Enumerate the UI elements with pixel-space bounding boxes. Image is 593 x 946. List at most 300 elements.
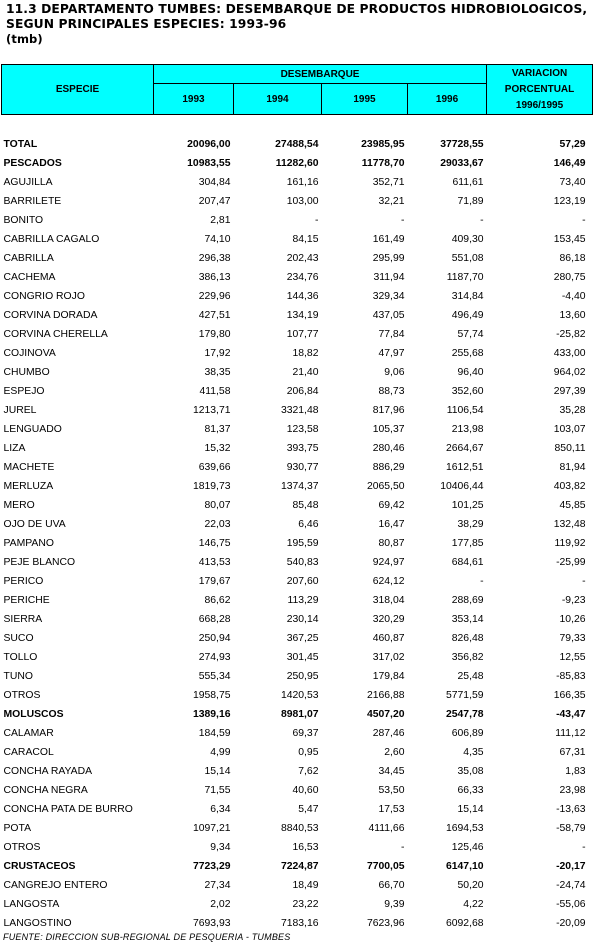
table-row bbox=[2, 572, 593, 591]
value-1995: 88,73 bbox=[378, 386, 405, 397]
value-1993: 80,07 bbox=[204, 500, 231, 511]
table-row bbox=[2, 268, 593, 287]
species-name: LIZA bbox=[3, 443, 26, 454]
species-name: MOLUSCOS bbox=[3, 709, 64, 720]
value-1994: 18,49 bbox=[292, 880, 319, 891]
header-variacion-line2: PORCENTUAL bbox=[504, 83, 575, 95]
species-name: LANGOSTA bbox=[3, 899, 60, 910]
value-1994: 85,48 bbox=[292, 500, 319, 511]
value-1995: 886,29 bbox=[372, 462, 405, 473]
value-variacion: 123,19 bbox=[553, 196, 586, 207]
value-1994: 103,00 bbox=[286, 196, 319, 207]
value-1993: 71,55 bbox=[204, 785, 231, 796]
value-1994: 3321,48 bbox=[280, 405, 319, 416]
table-row bbox=[2, 534, 593, 553]
species-name: ESPEJO bbox=[3, 386, 45, 397]
value-variacion: -9,23 bbox=[561, 595, 586, 606]
value-1996: 5771,59 bbox=[445, 690, 484, 701]
species-name: MERLUZA bbox=[3, 481, 54, 492]
title-line-1: 11.3 DEPARTAMENTO TUMBES: DESEMBARQUE DE PRODUCTOS HIDROBIOLOGICOS, bbox=[6, 2, 588, 16]
table-row bbox=[2, 629, 593, 648]
value-1994: 202,43 bbox=[286, 253, 319, 264]
value-1995: 47,97 bbox=[378, 348, 405, 359]
table-row bbox=[2, 477, 593, 496]
value-1993: 20096,00 bbox=[187, 139, 231, 150]
value-variacion: 12,55 bbox=[559, 652, 586, 663]
value-1993: 250,94 bbox=[198, 633, 231, 644]
value-1996: 4,22 bbox=[463, 899, 484, 910]
header-year-1993: 1993 bbox=[154, 84, 234, 115]
table-row bbox=[2, 230, 593, 249]
value-1996: 50,20 bbox=[457, 880, 484, 891]
value-1993: 38,35 bbox=[204, 367, 231, 378]
species-name: PERICHE bbox=[3, 595, 50, 606]
value-variacion: 86,18 bbox=[559, 253, 586, 264]
value-1994: 123,58 bbox=[286, 424, 319, 435]
value-1993: 179,67 bbox=[198, 576, 231, 587]
value-1993: 1389,16 bbox=[192, 709, 231, 720]
title-line-2: SEGUN PRINCIPALES ESPECIES: 1993-96 bbox=[6, 17, 287, 31]
table-row bbox=[2, 420, 593, 439]
value-1994: 84,15 bbox=[292, 234, 319, 245]
value-1995: 161,49 bbox=[372, 234, 405, 245]
value-variacion: - bbox=[582, 576, 586, 587]
value-1993: 1097,21 bbox=[192, 823, 231, 834]
value-1996: 38,29 bbox=[457, 519, 484, 530]
header-year-1994: 1994 bbox=[234, 84, 322, 115]
value-1995: 16,47 bbox=[378, 519, 405, 530]
species-name: COJINOVA bbox=[3, 348, 56, 359]
value-variacion: -20,09 bbox=[556, 918, 586, 929]
value-1993: 74,10 bbox=[204, 234, 231, 245]
value-1993: 15,14 bbox=[204, 766, 231, 777]
species-name: AGUJILLA bbox=[3, 177, 53, 188]
value-1995: 318,04 bbox=[372, 595, 405, 606]
header-especie: ESPECIE bbox=[2, 65, 154, 115]
value-1995: 77,84 bbox=[378, 329, 405, 340]
species-name: LANGOSTINO bbox=[3, 918, 72, 929]
value-variacion: 111,12 bbox=[555, 728, 586, 739]
value-1993: 4,99 bbox=[210, 747, 231, 758]
value-1994: 234,76 bbox=[286, 272, 319, 283]
species-name: CANGREJO ENTERO bbox=[3, 880, 108, 891]
species-name: POTA bbox=[3, 823, 32, 834]
value-1993: 274,93 bbox=[198, 652, 231, 663]
value-1993: 296,38 bbox=[198, 253, 231, 264]
value-1995: 437,05 bbox=[372, 310, 405, 321]
value-1996: 356,82 bbox=[451, 652, 484, 663]
table-row bbox=[2, 781, 593, 800]
value-1994: 27488,54 bbox=[275, 139, 319, 150]
table-row bbox=[2, 648, 593, 667]
table-row bbox=[2, 154, 593, 173]
value-1994: 113,29 bbox=[287, 595, 319, 606]
species-name: CONCHA RAYADA bbox=[3, 766, 93, 777]
table-row bbox=[2, 553, 593, 572]
value-1995: 280,46 bbox=[372, 443, 405, 454]
value-variacion: 13,60 bbox=[559, 310, 586, 321]
value-1996: 125,46 bbox=[451, 842, 484, 853]
value-1996: 288,69 bbox=[451, 595, 484, 606]
value-1996: 1187,70 bbox=[446, 272, 484, 283]
value-1996: 2664,67 bbox=[445, 443, 484, 454]
value-variacion: -24,74 bbox=[556, 880, 586, 891]
value-1994: 195,59 bbox=[286, 538, 319, 549]
value-1994: 230,14 bbox=[286, 614, 319, 625]
value-1995: 2,60 bbox=[384, 747, 405, 758]
value-1993: 207,47 bbox=[198, 196, 231, 207]
species-name: CORVINA DORADA bbox=[3, 310, 98, 321]
value-1996: 57,74 bbox=[457, 329, 484, 340]
value-1995: 179,84 bbox=[372, 671, 405, 682]
value-1994: 8981,07 bbox=[280, 709, 319, 720]
value-1996: 96,40 bbox=[457, 367, 484, 378]
table-row bbox=[2, 876, 593, 895]
value-1996: 352,60 bbox=[451, 386, 484, 397]
header-year-1996: 1996 bbox=[408, 84, 487, 115]
value-1994: 144,36 bbox=[286, 291, 319, 302]
species-name: BARRILETE bbox=[3, 196, 62, 207]
value-1994: 250,95 bbox=[286, 671, 319, 682]
species-name: JUREL bbox=[3, 405, 37, 416]
header-desembarque: DESEMBARQUE bbox=[154, 65, 487, 84]
value-variacion: 119,92 bbox=[554, 538, 586, 549]
value-1994: 7,62 bbox=[298, 766, 319, 777]
species-name: CACHEMA bbox=[3, 272, 56, 283]
species-name: OTROS bbox=[3, 842, 41, 853]
value-1996: 71,89 bbox=[457, 196, 484, 207]
value-1993: 179,80 bbox=[198, 329, 231, 340]
value-1995: 352,71 bbox=[372, 177, 405, 188]
table-row bbox=[2, 192, 593, 211]
value-variacion: 81,94 bbox=[559, 462, 586, 473]
value-1995: 9,06 bbox=[384, 367, 405, 378]
value-1996: 29033,67 bbox=[440, 158, 484, 169]
species-name: CONCHA PATA DE BURRO bbox=[3, 804, 133, 815]
table-row bbox=[2, 914, 593, 933]
value-1993: 427,51 bbox=[198, 310, 231, 321]
value-1994: 11282,60 bbox=[275, 158, 319, 169]
value-variacion: 79,33 bbox=[559, 633, 586, 644]
value-1996: 177,85 bbox=[451, 538, 484, 549]
value-1993: 17,92 bbox=[204, 348, 231, 359]
species-name: CALAMAR bbox=[3, 728, 54, 739]
value-1996: 255,68 bbox=[451, 348, 484, 359]
table-row bbox=[2, 496, 593, 515]
value-1993: 15,32 bbox=[204, 443, 231, 454]
species-name: MACHETE bbox=[3, 462, 55, 473]
value-1996: 684,61 bbox=[451, 557, 484, 568]
value-1995: 311,94 bbox=[373, 272, 405, 283]
value-variacion: 850,11 bbox=[554, 443, 586, 454]
table-row bbox=[2, 800, 593, 819]
value-1995: 17,53 bbox=[378, 804, 405, 815]
species-name: CHUMBO bbox=[3, 367, 50, 378]
value-1995: 329,34 bbox=[372, 291, 405, 302]
value-variacion: 57,29 bbox=[559, 139, 586, 150]
value-1993: 146,75 bbox=[198, 538, 231, 549]
value-1994: 930,77 bbox=[286, 462, 319, 473]
table-row bbox=[2, 458, 593, 477]
table-row bbox=[2, 667, 593, 686]
value-1994: - bbox=[315, 215, 319, 226]
table-row bbox=[2, 610, 593, 629]
value-1996: 1612,51 bbox=[445, 462, 484, 473]
value-1996: 101,25 bbox=[451, 500, 484, 511]
value-variacion: -25,99 bbox=[556, 557, 586, 568]
header-variacion-line1: VARIACION bbox=[511, 67, 568, 79]
value-1995: 2166,88 bbox=[366, 690, 405, 701]
value-variacion: 35,28 bbox=[559, 405, 586, 416]
header-variacion bbox=[487, 65, 593, 115]
table-row bbox=[2, 762, 593, 781]
value-variacion: 10,26 bbox=[559, 614, 586, 625]
value-variacion: - bbox=[582, 842, 586, 853]
value-1995: 817,96 bbox=[372, 405, 405, 416]
value-1995: 7623,96 bbox=[366, 918, 405, 929]
value-1995: 80,87 bbox=[378, 538, 405, 549]
value-1996: 66,33 bbox=[457, 785, 484, 796]
value-variacion: -85,83 bbox=[556, 671, 586, 682]
species-name: SUCO bbox=[3, 633, 34, 644]
value-1995: 9,39 bbox=[384, 899, 405, 910]
value-1996: 15,14 bbox=[457, 804, 484, 815]
table-row bbox=[2, 895, 593, 914]
value-1993: 411,58 bbox=[199, 386, 231, 397]
value-variacion: -4,40 bbox=[561, 291, 586, 302]
value-1995: 317,02 bbox=[372, 652, 405, 663]
value-1996: 551,08 bbox=[451, 253, 484, 264]
header-year-1995: 1995 bbox=[322, 84, 408, 115]
value-variacion: - bbox=[582, 215, 586, 226]
table-row bbox=[2, 705, 593, 724]
value-variacion: -25,82 bbox=[556, 329, 586, 340]
value-1994: 1374,37 bbox=[280, 481, 319, 492]
value-1994: 161,16 bbox=[286, 177, 319, 188]
species-name: TOLLO bbox=[3, 652, 38, 663]
species-name: PESCADOS bbox=[3, 158, 62, 169]
table-row bbox=[2, 401, 593, 420]
value-variacion: 166,35 bbox=[553, 690, 586, 701]
species-name: TOTAL bbox=[3, 139, 38, 150]
table-title bbox=[6, 2, 591, 47]
value-1996: 6147,10 bbox=[445, 861, 484, 872]
species-name: PAMPANO bbox=[3, 538, 54, 549]
value-1995: 4111,66 bbox=[368, 823, 405, 834]
value-variacion: 73,40 bbox=[559, 177, 586, 188]
value-variacion: -13,63 bbox=[556, 804, 586, 815]
source-note: FUENTE: DIRECCION SUB-REGIONAL DE PESQUERIA - TUMBES bbox=[3, 932, 291, 942]
value-1993: 304,84 bbox=[198, 177, 231, 188]
value-1993: 7693,93 bbox=[192, 918, 231, 929]
value-1994: 40,60 bbox=[292, 785, 319, 796]
value-1995: 924,97 bbox=[372, 557, 405, 568]
value-1993: 27,34 bbox=[204, 880, 231, 891]
table-row bbox=[2, 515, 593, 534]
value-1994: 21,40 bbox=[292, 367, 319, 378]
value-1994: 207,60 bbox=[286, 576, 319, 587]
species-name: CONCHA NEGRA bbox=[3, 785, 88, 796]
species-name: PERICO bbox=[3, 576, 44, 587]
value-1995: 32,21 bbox=[378, 196, 405, 207]
value-variacion: -20,17 bbox=[556, 861, 586, 872]
value-1993: 6,34 bbox=[210, 804, 231, 815]
value-1995: 2065,50 bbox=[366, 481, 405, 492]
species-name: MERO bbox=[3, 500, 35, 511]
value-1996: 4,35 bbox=[463, 747, 484, 758]
table-body bbox=[2, 115, 593, 934]
value-variacion: 45,85 bbox=[559, 500, 586, 511]
table-row bbox=[2, 686, 593, 705]
landings-table bbox=[1, 64, 593, 933]
table-row bbox=[2, 857, 593, 876]
species-name: PEJE BLANCO bbox=[3, 557, 76, 568]
species-name: CABRILLA CAGALO bbox=[3, 234, 100, 245]
value-1996: 353,14 bbox=[451, 614, 484, 625]
value-1995: 105,37 bbox=[372, 424, 405, 435]
value-1995: 4507,20 bbox=[366, 709, 405, 720]
value-1996: 10406,44 bbox=[440, 481, 484, 492]
table-row bbox=[2, 306, 593, 325]
table-header bbox=[2, 65, 593, 115]
species-name: BONITO bbox=[3, 215, 44, 226]
value-1996: 1694,53 bbox=[445, 823, 484, 834]
value-1993: 81,37 bbox=[204, 424, 231, 435]
value-1996: 1106,54 bbox=[446, 405, 484, 416]
value-1995: 320,29 bbox=[372, 614, 405, 625]
value-1994: 8840,53 bbox=[280, 823, 319, 834]
value-1993: 1213,71 bbox=[192, 405, 231, 416]
value-1996: 606,89 bbox=[451, 728, 484, 739]
table-row bbox=[2, 363, 593, 382]
value-1994: 540,83 bbox=[286, 557, 319, 568]
table-row bbox=[2, 211, 593, 230]
value-1994: 6,46 bbox=[298, 519, 319, 530]
value-1995: 460,87 bbox=[372, 633, 405, 644]
table-row bbox=[2, 838, 593, 857]
value-1995: 66,70 bbox=[378, 880, 405, 891]
value-1995: 53,50 bbox=[378, 785, 405, 796]
spacer-row bbox=[2, 115, 593, 136]
value-1993: 7723,29 bbox=[192, 861, 231, 872]
value-1993: 386,13 bbox=[198, 272, 231, 283]
value-1996: 35,08 bbox=[457, 766, 484, 777]
value-1994: 0,95 bbox=[298, 747, 319, 758]
value-1996: - bbox=[480, 576, 484, 587]
value-1996: 6092,68 bbox=[445, 918, 484, 929]
value-1996: 25,48 bbox=[457, 671, 484, 682]
value-variacion: 153,45 bbox=[553, 234, 586, 245]
species-name: OJO DE UVA bbox=[3, 519, 66, 530]
value-1994: 206,84 bbox=[286, 386, 319, 397]
species-name: CONGRIO ROJO bbox=[3, 291, 85, 302]
value-1993: 184,59 bbox=[198, 728, 231, 739]
value-1993: 10983,55 bbox=[187, 158, 231, 169]
value-1994: 393,75 bbox=[286, 443, 319, 454]
value-variacion: 403,82 bbox=[553, 481, 586, 492]
value-1996: 314,84 bbox=[451, 291, 484, 302]
species-name: CABRILLA bbox=[3, 253, 54, 264]
value-variacion: 297,39 bbox=[553, 386, 586, 397]
value-variacion: 964,02 bbox=[553, 367, 586, 378]
value-1994: 69,37 bbox=[292, 728, 319, 739]
value-variacion: 146,49 bbox=[553, 158, 586, 169]
table-row bbox=[2, 344, 593, 363]
table-row bbox=[2, 135, 593, 154]
value-1993: 2,02 bbox=[210, 899, 231, 910]
table-row bbox=[2, 382, 593, 401]
species-name: CRUSTACEOS bbox=[3, 861, 76, 872]
table-row bbox=[2, 439, 593, 458]
species-name: LENGUADO bbox=[3, 424, 62, 435]
value-variacion: 132,48 bbox=[553, 519, 586, 530]
species-name: CORVINA CHERELLA bbox=[3, 329, 108, 340]
value-1993: 1819,73 bbox=[192, 481, 231, 492]
value-1993: 639,66 bbox=[198, 462, 231, 473]
value-1995: 11778,70 bbox=[361, 158, 405, 169]
table-row bbox=[2, 743, 593, 762]
species-name: CARACOL bbox=[3, 747, 54, 758]
value-1993: 9,34 bbox=[210, 842, 231, 853]
value-1994: 23,22 bbox=[292, 899, 319, 910]
value-1996: 213,98 bbox=[451, 424, 484, 435]
value-1994: 7183,16 bbox=[280, 918, 319, 929]
value-1995: 69,42 bbox=[378, 500, 405, 511]
table-row bbox=[2, 249, 593, 268]
value-1995: - bbox=[401, 215, 405, 226]
value-1995: - bbox=[401, 842, 405, 853]
table-row bbox=[2, 287, 593, 306]
header-variacion-line3: 1996/1995 bbox=[515, 99, 564, 111]
table-row bbox=[2, 819, 593, 838]
value-1994: 367,25 bbox=[286, 633, 319, 644]
value-1994: 16,53 bbox=[292, 842, 319, 853]
value-variacion: 433,00 bbox=[553, 348, 586, 359]
table-row bbox=[2, 591, 593, 610]
table-row bbox=[2, 325, 593, 344]
value-1996: 2547,78 bbox=[445, 709, 484, 720]
table-row bbox=[2, 724, 593, 743]
value-1996: - bbox=[480, 215, 484, 226]
species-name: TUNO bbox=[3, 671, 33, 682]
title-unit: (tmb) bbox=[6, 32, 43, 46]
value-1994: 301,45 bbox=[286, 652, 319, 663]
value-1993: 668,28 bbox=[198, 614, 231, 625]
value-1996: 409,30 bbox=[451, 234, 484, 245]
value-1996: 826,48 bbox=[451, 633, 484, 644]
value-1993: 229,96 bbox=[198, 291, 231, 302]
value-1996: 37728,55 bbox=[440, 139, 484, 150]
species-name: OTROS bbox=[3, 690, 41, 701]
table-row bbox=[2, 173, 593, 192]
value-1996: 496,49 bbox=[451, 310, 484, 321]
value-variacion: 280,75 bbox=[553, 272, 586, 283]
value-1995: 34,45 bbox=[378, 766, 405, 777]
value-1994: 107,77 bbox=[286, 329, 319, 340]
value-variacion: -43,47 bbox=[556, 709, 586, 720]
value-variacion: 103,07 bbox=[553, 424, 586, 435]
value-1995: 23985,95 bbox=[361, 139, 405, 150]
value-1996: 611,61 bbox=[452, 177, 484, 188]
value-variacion: 67,31 bbox=[559, 747, 586, 758]
value-1993: 555,34 bbox=[198, 671, 231, 682]
value-1994: 134,19 bbox=[286, 310, 319, 321]
value-1994: 7224,87 bbox=[280, 861, 319, 872]
value-1993: 413,53 bbox=[198, 557, 231, 568]
value-variacion: -58,79 bbox=[556, 823, 586, 834]
value-1993: 1958,75 bbox=[192, 690, 231, 701]
value-1994: 1420,53 bbox=[280, 690, 319, 701]
